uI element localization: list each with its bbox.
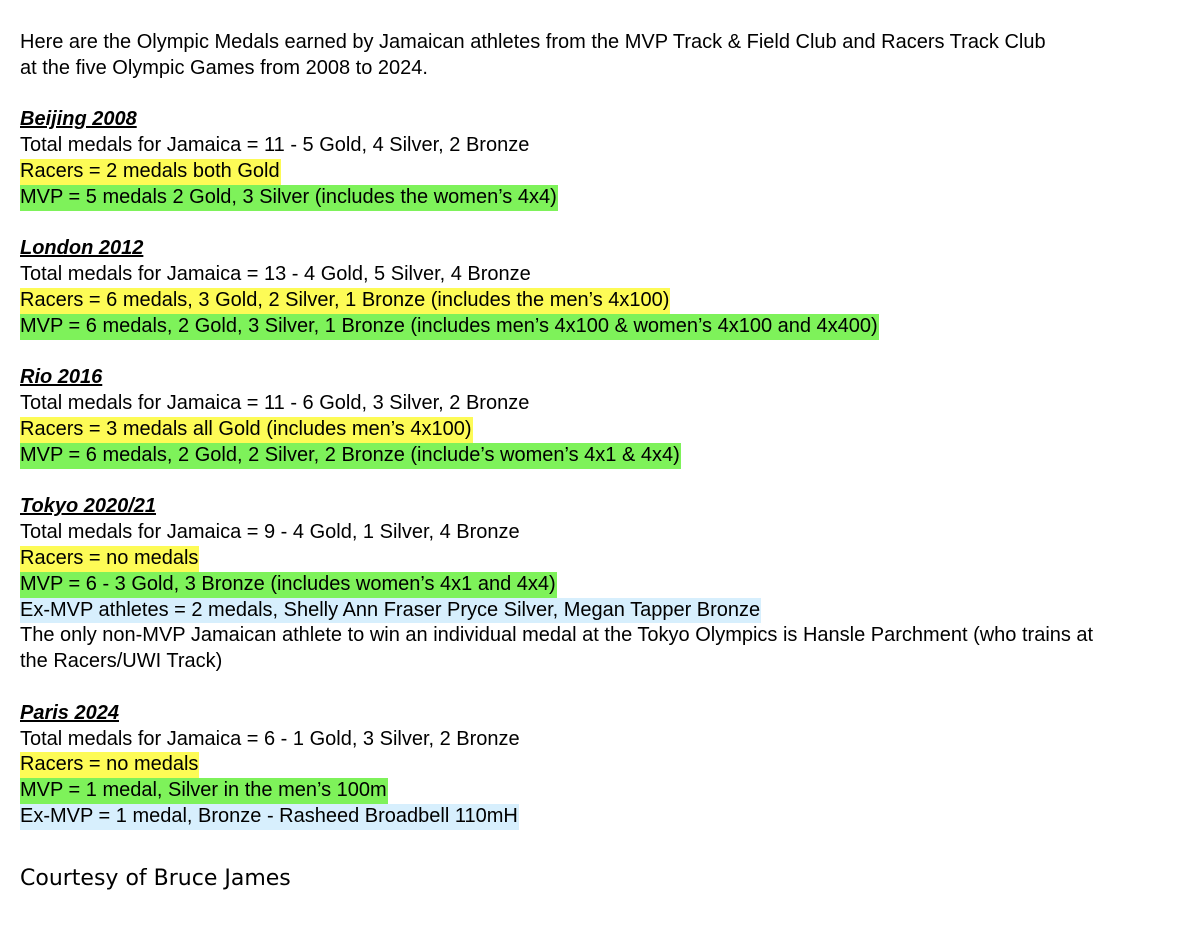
section-rio-2016 [20,365,1190,468]
jamaica-total: Total medals for Jamaica = 11 - 5 Gold, 4 Silver, 2 Bronze [20,134,530,157]
section-beijing-2008 [20,107,1190,210]
section-title: Tokyo 2020/21 [20,495,157,518]
section-title: Paris 2024 [20,701,119,724]
mvp-medals: MVP = 1 medal, Silver in the men’s 100m [20,778,388,804]
intro-line-2: at the five Olympic Games from 2008 to 2024. [20,56,428,79]
section-tokyo-2020 [20,494,1190,675]
jamaica-total: Total medals for Jamaica = 13 - 4 Gold, 5 Silver, 4 Bronze [20,263,531,286]
courtesy-credit: Courtesy of Bruce James [20,866,291,891]
racers-medals: Racers = no medals [20,546,199,572]
mvp-medals: MVP = 6 - 3 Gold, 3 Bronze (includes women’s 4x1 and 4x4) [20,572,557,598]
racers-medals: Racers = 3 medals all Gold (includes men’s 4x100) [20,417,473,443]
section-title: Rio 2016 [20,366,103,389]
racers-medals: Racers = 2 medals both Gold [20,159,281,185]
section-london-2012 [20,236,1190,339]
ex-mvp-medals: Ex-MVP = 1 medal, Bronze - Rasheed Broadbell 110mH [20,804,519,830]
mvp-medals: MVP = 6 medals, 2 Gold, 2 Silver, 2 Bronze (include’s women’s 4x1 & 4x4) [20,443,681,469]
mvp-medals: MVP = 6 medals, 2 Gold, 3 Silver, 1 Bronze (includes men’s 4x100 & women’s 4x100 and 4x400) [20,314,879,340]
ex-mvp-medals: Ex-MVP athletes = 2 medals, Shelly Ann Fraser Pryce Silver, Megan Tapper Bronze [20,598,761,624]
mvp-medals: MVP = 5 medals 2 Gold, 3 Silver (includes the women’s 4x4) [20,185,558,211]
jamaica-total: Total medals for Jamaica = 6 - 1 Gold, 3 Silver, 2 Bronze [20,727,520,750]
jamaica-total: Total medals for Jamaica = 11 - 6 Gold, 3 Silver, 2 Bronze [20,392,530,415]
section-title: Beijing 2008 [20,108,137,131]
racers-medals: Racers = no medals [20,752,199,778]
jamaica-total: Total medals for Jamaica = 9 - 4 Gold, 1 Silver, 4 Bronze [20,521,520,544]
section-paris-2024 [20,701,1190,830]
intro-line-1: Here are the Olympic Medals earned by Jamaican athletes from the MVP Track & Field Club and Racers Track Club [20,31,1046,53]
tokyo-note: The only non-MVP Jamaican athlete to win an individual medal at the Tokyo Olympics is Hansle Parchment (who trains at the Racers/UWI Track) [20,624,1094,673]
racers-medals: Racers = 6 medals, 3 Gold, 2 Silver, 1 Bronze (includes the men’s 4x100) [20,288,670,314]
document-body [20,30,1190,830]
section-title: London 2012 [20,237,144,260]
